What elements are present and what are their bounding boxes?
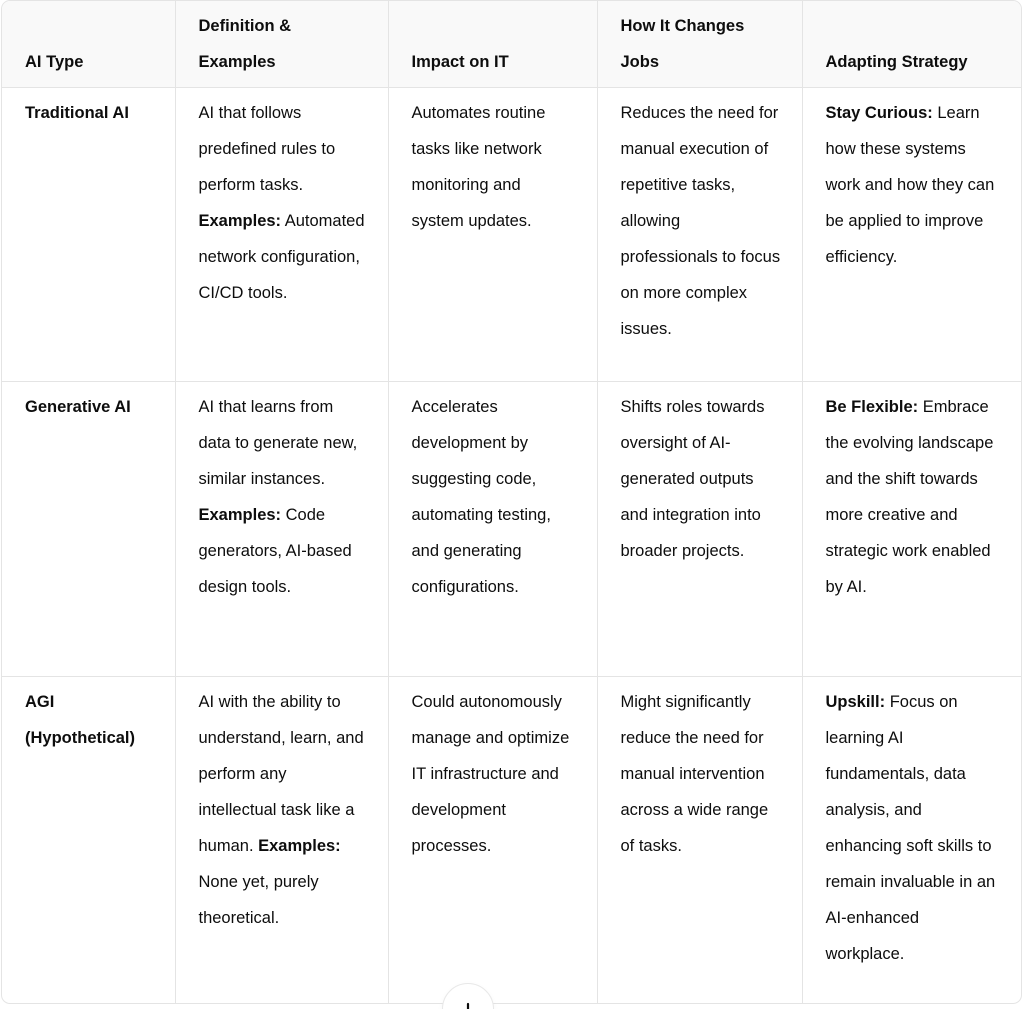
impact-on-it-cell: Could autonomously manage and optimize IT infrastructure and development processes.	[388, 677, 597, 1003]
table-body	[2, 88, 1021, 1003]
impact-on-it-cell: Automates routine tasks like network monitoring and system updates.	[388, 88, 597, 382]
how-it-changes-jobs-cell: Might significantly reduce the need for manual intervention across a wide range of tasks.	[597, 677, 802, 1003]
ai-comparison-table	[2, 1, 1021, 1003]
definition-examples-cell: AI that follows predefined rules to perform tasks. Examples: Automated network configuration, CI/CD tools.	[175, 88, 388, 382]
column-header-impact-on-it: Impact on IT	[388, 1, 597, 88]
table-row	[2, 677, 1021, 1003]
column-header-ai-type: AI Type	[2, 1, 175, 88]
definition-examples-cell: AI with the ability to understand, learn, and perform any intellectual task like a human. Examples: None yet, purely theoretical.	[175, 677, 388, 1003]
column-header-how-it-changes-jobs: How It Changes Jobs	[597, 1, 802, 88]
adapting-strategy-cell: Upskill: Focus on learning AI fundamentals, data analysis, and enhancing soft skills to remain invaluable in an AI-enhanced workplace.	[825, 693, 996, 963]
impact-on-it-cell: Accelerates development by suggesting code, automating testing, and generating configurations.	[388, 382, 597, 677]
adapting-strategy-cell: Be Flexible: Embrace the evolving landscape and the shift towards more creative and strategic work enabled by AI.	[802, 382, 1021, 677]
table-row	[2, 382, 1021, 677]
header-row	[2, 1, 1021, 88]
how-it-changes-jobs-cell: Reduces the need for manual execution of repetitive tasks, allowing professionals to focus on more complex issues.	[597, 88, 802, 382]
ai-type-cell: Traditional AI	[2, 88, 175, 382]
ai-comparison-table-container	[1, 0, 1022, 1004]
column-header-definition-examples: Definition & Examples	[175, 1, 388, 88]
table-row	[2, 88, 1021, 382]
how-it-changes-jobs-cell: Shifts roles towards oversight of AI-generated outputs and integration into broader projects.	[597, 382, 802, 677]
ai-type-cell: AGI (Hypothetical)	[2, 677, 175, 1003]
definition-examples-cell: AI that learns from data to generate new, similar instances. Examples: Code generators, AI-based design tools.	[175, 382, 388, 677]
ai-type-cell: Generative AI	[2, 382, 175, 677]
adapting-strategy-cell: Stay Curious: Learn how these systems work and how they can be applied to improve efficiency.	[802, 88, 1021, 382]
column-header-adapting-strategy: Adapting Strategy	[802, 1, 1021, 88]
arrow-down-icon	[456, 994, 480, 1009]
